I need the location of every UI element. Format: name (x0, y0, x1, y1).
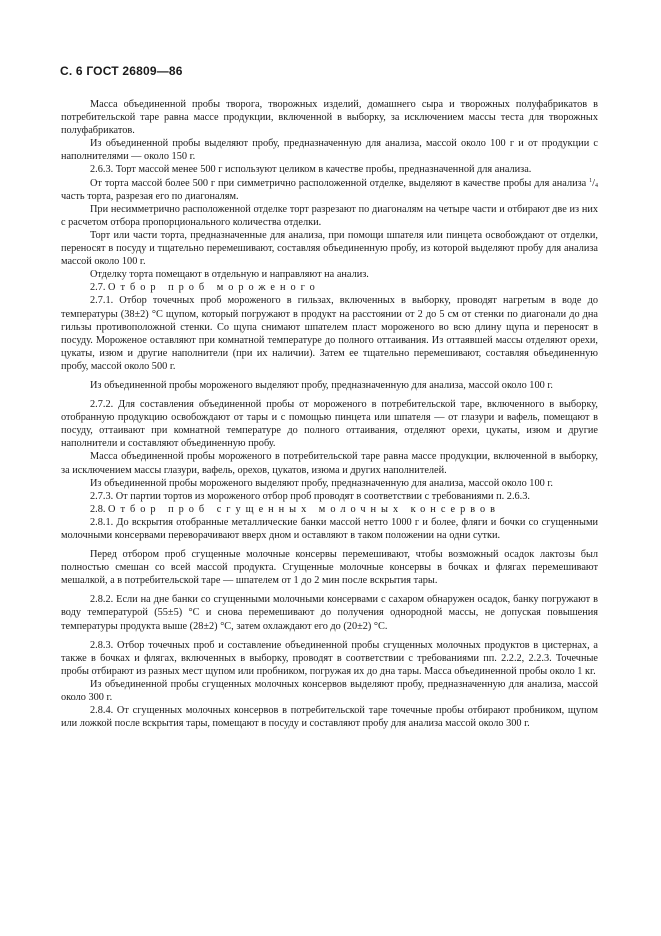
section-heading (61, 503, 598, 516)
paragraph: 2.6.3. Торт массой менее 500 г используют целиком в качестве пробы, предназначенной для анализа. (90, 164, 532, 176)
fraction-numerator: 1 (589, 177, 593, 184)
paragraph: Масса объединенной пробы творога, творожных изделий, домашнего сыра и творожных полуфабрикатов в потребительской таре равна массе продукции, включенной в выборку, за исключением массы теста для творожных полуфабрикатов. (61, 99, 598, 137)
section-number: 2.7. (90, 282, 109, 294)
paragraph: Из объединенной пробы выделяют пробу, предназначенную для анализа, массой около 100 г и от продукции с наполнителями — около 150 г. (61, 138, 598, 163)
paragraph: 2.8.1. До вскрытия отобранные металлические банки массой нетто 1000 г и более, фляги и бочки со сгущенными молочными консервами переворачивают вверх дном и оставляют в таком положении на одни сутки. (61, 516, 598, 541)
paragraph: Из объединенной пробы мороженого выделяют пробу, предназначенную для анализа, массой около 100 г. (90, 477, 553, 489)
paragraph: 2.8.2. Если на дне банки со сгущенными молочными консервами с сахаром обнаружен осадок, банку погружают в воду температурой (55±5) °С и снова перемешивают до получения однородной массы, не допуская повышения температуры продукта выше (28±2) °С, затем охлаждают его до (20±2) °С. (61, 594, 598, 632)
section-number: 2.8. (90, 503, 109, 515)
section-heading (61, 281, 598, 294)
paragraph: Из объединенной пробы сгущенных молочных консервов выделяют пробу, предназначенную для анализа, массой около 300 г. (61, 678, 598, 704)
paragraph-text: От торта массой более 500 г при симметрично расположенной отделке, выделяют в качестве пробы для анализа (90, 177, 590, 189)
paragraph: От торта массой более 500 г при симметрично расположенной отделке, выделяют в качестве пробы для анализа $^1/_4$ часть торта, разрезая его по диагоналям. (61, 177, 598, 202)
paragraph: 2.7.3. От партии тортов из мороженого отбор проб проводят в соответствии с требованиями п. 2.6.3. (90, 490, 530, 502)
section-title: Отбор проб мороженого (108, 282, 320, 294)
paragraph: Перед отбором проб сгущенные молочные консервы перемешивают, чтобы возможный осадок лактозы был полностью смешан со всей массой продукта. Сгущенные молочные консервы в бочках и флягах перемешивают мешалкой, а в потребительской таре — шпателем от 1 до 2 мин после вскрытия тары. (61, 549, 598, 587)
paragraph: Масса объединенной пробы мороженого в потребительской таре равна массе продукции, включенной в выборку, за исключением массы глазури, вафель, орехов, цукатов, изюма и других наполнителей. (61, 451, 598, 476)
paragraph: 2.7.1. Отбор точечных проб мороженого в гильзах, включенных в выборку, проводят нагретым в воде до температуры (38±2) °С щупом, который погружают в продукт на расстоянии от 2 до 5 см от стенки по диагонали до дна гильзы противоположной стенки. Со щупа снимают шпателем пласт мороженого во всю длину щупа и переносят в посуду. Мороженое оставляют при комнатной температуре до полного оттаивания. Из оттаявшей массы отделяют орехи, цукаты, изюм и другие наполнители (при их наличии). Затем ее тщательно перемешивают, составляя объединенную пробу, массой около 500 г. (61, 295, 598, 372)
fraction-denominator: 4 (595, 182, 598, 189)
page-header: С. 6 ГОСТ 26809—86 (60, 64, 183, 78)
paragraph: 2.8.4. От сгущенных молочных консервов в потребительской таре точечные пробы отбирают пробником, щупом или ложкой после вскрытия тары, помещают в посуду и составляют пробу для анализа массой около 300 г. (61, 705, 598, 730)
paragraph: Отделку торта помещают в отдельную и направляют на анализ. (90, 269, 369, 281)
paragraph: Из объединенной пробы мороженого выделяют пробу, предназначенную для анализа, массой около 100 г. (90, 379, 553, 391)
document-body (61, 98, 598, 730)
paragraph: Торт или части торта, предназначенные для анализа, при помощи шпателя или пинцета освобождают от отделки, переносят в посуду и тщательно перемешивают, составляя объединенную пробу, из которой выделяют пробу для анализа массой около 100 г. (61, 229, 598, 268)
section-title: Отбор проб сгущенных молочных консервов (108, 503, 501, 515)
paragraph: При несимметрично расположенной отделке торт разрезают по диагоналям на четыре части и отбирают две из них с расчетом отбора пропорционального количества отделки. (61, 203, 598, 228)
paragraph: 2.8.3. Отбор точечных проб и составление объединенной пробы сгущенных молочных продуктов в цистернах, а также в бочках и флягах, включенных в выборку, проводят в соответствии с требованиями пп. 2.2.2, 2.2.3. Точечные пробы отбирают из разных мест щупом или пробником, погружая их до дна тары. Масса объединенной пробы около 1 кг. (61, 639, 598, 677)
paragraph: 2.7.2. Для составления объединенной пробы от мороженого в потребительской таре, включенного в выборку, отобранную продукцию освобождают от тары и с помощью пинцета или шпателя — от глазури и вафель, помещают в посуду, оттаивают при комнатной температуре до полного оттаивания, отделяют орехи, цукаты, изюм и другие наполнители и составляют объединенную пробу. (61, 399, 598, 450)
paragraph-text: часть торта, разрезая его по диагоналям. (61, 190, 239, 202)
